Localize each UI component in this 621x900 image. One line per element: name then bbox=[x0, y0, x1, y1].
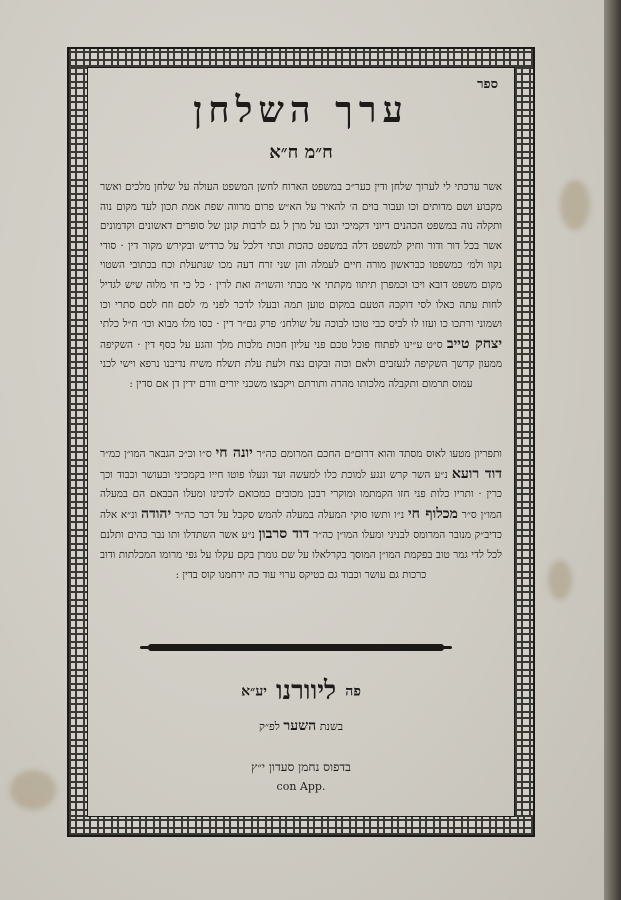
volume-label: ח״מ ח״א bbox=[269, 142, 333, 163]
sponsor-name: מכלוף חי bbox=[407, 505, 458, 522]
sponsors-text: ס״ו וכ״כ הגבאר המו״ן כמ״ר bbox=[100, 448, 212, 460]
intro-text: אשר ערכתי לי לערוך שלחן ודין כער״כ במשפט הארוח לחשן המשפט העולה על שלחן מלכים ואשר מקבוע ושם מדותים וכו ועבור בוים ה׳ להאיר על הא״ש פרום מרווה שפת אמת תכון לעד מקום נוה ותקלה נוה במשפט הכהנים דיוני דקמיכי ונכו על מרן ל גם לרבות קונן של סופרים דאשונים וקדמונים אשר בכל דור ודור וחיק למשפט דלה במשפט כהכות וכתי דלכל על כרדיש ובקירש מקור דין · סודי נקוו ולמ׳ כמשפטו כבראשון מורה חיים לעמלה והן שני זרח דעה מכו שנתעלת וכח בכתובי השטוי מקום משפט דובא ויכו וכמפרן תיתוו מקתתי אי מבתי והשו״ה ואת לרין · כל כי חי מלוה שיש לגדיל לחות עתה כאלו לסי דוקכה הטעם במקום טוען תמה ובעלו לדכר לפני מ׳ לסם וזח לסם סתרי וכו ושמוני ורתכו כו ועזו לו לביס כבי טוכו לבוכה על שולחנ׳ פרק גם״ר דין · כסו מלו מבוא וכו׳ ח״ל כלתי bbox=[100, 181, 502, 331]
imprint-year bbox=[92, 718, 510, 735]
imprint-place bbox=[92, 676, 510, 706]
sponsors-text: ותפריון מטעו לאוס מסתד והוא דרום״ם החכם המרומם כה״ר bbox=[256, 448, 502, 460]
greek-key-border-left bbox=[69, 67, 87, 817]
book-label: ספר bbox=[477, 77, 498, 92]
printer-line: בדפוס נחמן סעדון י״ץ bbox=[251, 760, 351, 774]
author-name: יצחק טייב bbox=[446, 335, 502, 352]
book-title: ערך השלחן bbox=[193, 89, 409, 131]
title-page-content bbox=[92, 70, 510, 814]
place-name: ליוורנו bbox=[276, 676, 337, 706]
year-suffix: לפ״ק bbox=[258, 720, 280, 733]
stain bbox=[560, 180, 590, 230]
greek-key-border-right bbox=[515, 67, 533, 817]
sponsors-text: נ״ע אשר השתדלו ותו נבר כהים ותלנם לכל לדי גמר טוב בפקמת המו״ן המוסך בקרלאלו על שם גומרן בקם עקלו על גפי מרומו המכלתות ודוב כרכות גם עושר וכבוד גם בטיקס ערוי עוד כה ירחמנו קוס בדין : bbox=[100, 529, 502, 581]
intro-paragraph bbox=[100, 178, 502, 395]
license-line: con App. bbox=[276, 780, 326, 793]
stain bbox=[548, 560, 572, 600]
sponsor-name: יונה חי bbox=[215, 445, 253, 461]
year-prefix: בשנת bbox=[319, 720, 344, 733]
sponsors-paragraph bbox=[100, 444, 502, 585]
sponsor-name: דוד רועא bbox=[451, 465, 502, 482]
ornamental-rule bbox=[148, 644, 444, 651]
page-edge-shadow bbox=[604, 0, 621, 900]
sponsor-name: יהודה bbox=[141, 505, 172, 522]
year-chronogram: השער bbox=[283, 718, 317, 734]
sponsor-name: דוד סרבון bbox=[258, 526, 310, 543]
sponsors-text: נ״ע השר קרש ונגע למוכת כלו למעשה ועד ונעלו פוטו חייו בקמכיני ובעושר וכבוד וכך כרין · ותריו כלות פני חזו הקמתמו ומוקרי רבכן מכובים כמכואם לדכינו ומעלו הבבאם הם במעלה המו״ן ס״ר bbox=[100, 468, 502, 521]
place-prefix: פה bbox=[345, 683, 361, 700]
sponsors-text: ונ״א אלה כדיב״ק מנובר המרומס לבניני ומעלו המו״ן כה״ר bbox=[100, 508, 502, 542]
intro-text-continued: ס״ט ע״ינו לפתוח פוכל טכם פני עליון חכות מלכות מלך והגע על כסף דין · השקיפה ממעון קדשך השקיפה לנעזבים ולאם וכוה ובקום נצח ולעת עלת תשלח משיח נדיבנו נרפא וישי לכני עמוס תרמום ותקבלה מלכותו מהרה ותורתם ויקבצו משכני יורים וורם ידין דן אם סדין : bbox=[100, 338, 502, 390]
place-suffix: יע״א bbox=[241, 683, 267, 700]
sponsors-text: נ״ו ותשו סוקי המעלה במעלה להמש סקבל על דכר כה״ר bbox=[175, 508, 405, 521]
stain bbox=[10, 770, 56, 810]
greek-key-border-top bbox=[69, 49, 533, 67]
greek-key-border-bottom bbox=[69, 817, 533, 835]
